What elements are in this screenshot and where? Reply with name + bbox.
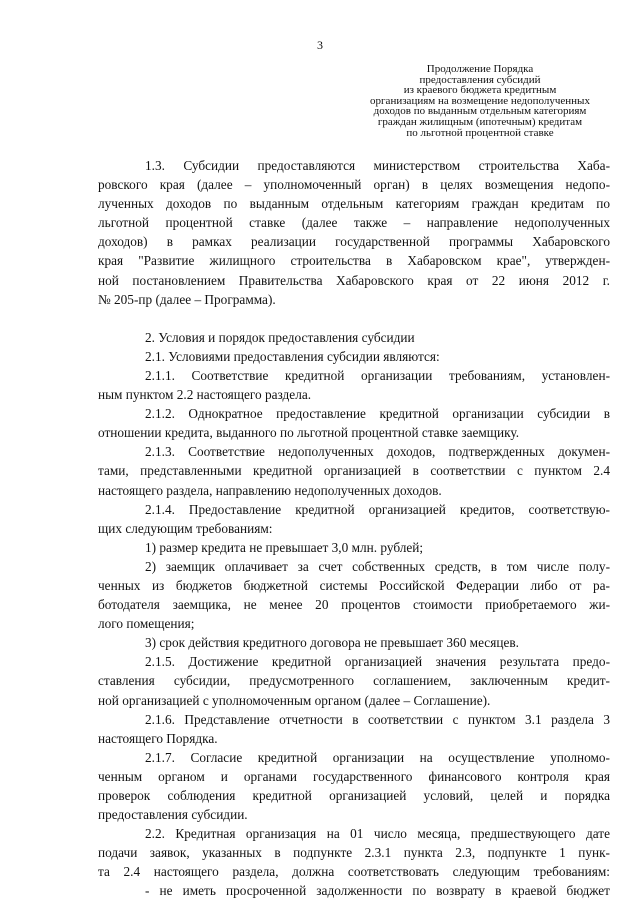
header-line: доходов по выданным отдельным категориям <box>373 105 587 118</box>
text-line: 2.1. Условиями предоставления субсидии являются: <box>145 348 440 364</box>
paragraph-2-1-4 <box>98 500 610 538</box>
text-line: 3) срок действия кредитного договора не превышает 360 месяцев. <box>145 635 519 651</box>
text-line: проверок соблюдения кредитной организацией условий, целей и порядка <box>98 788 610 803</box>
text-line: отношении кредита, выданного по льготной процентной ставке заемщику. <box>98 425 520 441</box>
list-item-dash <box>98 881 610 900</box>
text-line: лого помещения; <box>98 616 195 632</box>
text-line: ченных из бюджетов бюджетной системы Российской Федерации либо от ра- <box>98 577 610 593</box>
text-line: ной постановлением Правительства Хабаровского края от 22 июня 2012 г. <box>98 272 610 288</box>
paragraph-2-1-1 <box>98 366 610 404</box>
list-item-2 <box>98 557 610 633</box>
paragraph-1-3 <box>98 156 610 309</box>
paragraph-2-1-6 <box>98 710 610 748</box>
header-line: из краевого бюджета кредитным <box>403 84 557 97</box>
header-line: организациям на возмещение недополученных <box>370 94 590 107</box>
text-line: 1.3. Субсидии предоставляются министерством строительства Хаба- <box>145 158 610 173</box>
section-title: 2. Условия и порядок предоставления субсидии <box>145 329 415 345</box>
header-line: Продолжение Порядка <box>426 63 534 75</box>
page-number: 3 <box>317 38 323 52</box>
text-line: 2.1.4. Предоставление кредитной организацией кредитов, соответствую- <box>145 501 610 517</box>
document-header <box>352 64 608 138</box>
paragraph-2-1-3 <box>98 442 610 499</box>
text-line: лученных доходов по выданным отдельным категориям граждан кредитам по <box>98 196 610 212</box>
paragraph-2-1 <box>98 347 610 366</box>
text-line: 2.1.3. Соответствие недополученных доходов, подтвержденных докумен- <box>145 444 610 460</box>
text-line: 1) размер кредита не превышает 3,0 млн. рублей; <box>145 539 424 555</box>
paragraph-2-2 <box>98 824 610 881</box>
text-line: 2.1.2. Однократное предоставление кредитной организации субсидии в <box>145 406 610 422</box>
text-line: ставления субсидии, предусмотренного соглашением, заключенным кредит- <box>98 673 610 689</box>
text-line: настоящего раздела, направлению недополученных доходов. <box>98 482 442 498</box>
text-line: ной организацией с уполномоченным органом (далее – Соглашение). <box>98 692 491 708</box>
paragraph-2-1-5 <box>98 652 610 709</box>
header-line: по льготной процентной ставке <box>406 126 554 139</box>
spacer <box>98 309 610 328</box>
paragraph-2-1-2 <box>98 404 610 442</box>
paragraph-2-1-7 <box>98 748 610 824</box>
text-line: льготной процентной ставке (далее также – направление недополученных <box>98 215 610 231</box>
text-line: щих следующим требованиям: <box>98 520 273 536</box>
list-item-3 <box>98 633 610 652</box>
text-line: - не иметь просроченной задолженности по возврату в краевой бюджет <box>145 883 610 899</box>
list-item-1 <box>98 538 610 557</box>
text-line: доходов) в рамках реализации государственной программы Хабаровского <box>98 234 610 250</box>
text-line: № 205-пр (далее – Программа). <box>98 291 276 307</box>
text-line: 2.2. Кредитная организация на 01 число месяца, предшествующего дате <box>145 826 610 842</box>
text-line: та 2.4 настоящего раздела, должна соответствовать следующим требованиям: <box>98 864 610 880</box>
header-line: граждан жилищным (ипотечным) кредитам <box>377 115 583 128</box>
text-line: тами, представленными кредитной организацией в соответствии с пунктом 2.4 <box>98 463 610 479</box>
text-line: края "Развитие жилищного строительства в Хабаровском крае", утвержден- <box>98 253 610 269</box>
text-line: подачи заявок, указанных в подпункте 2.3.1 пункта 2.3, подпункте 1 пунк- <box>98 845 610 861</box>
text-line: настоящего Порядка. <box>98 730 218 746</box>
text-line: 2.1.6. Представление отчетности в соответствии с пунктом 3.1 раздела 3 <box>145 711 610 727</box>
text-line: 2.1.7. Согласие кредитной организации на осуществление уполномо- <box>145 749 610 765</box>
text-line: ным пунктом 2.2 настоящего раздела. <box>98 387 312 403</box>
text-line: 2.1.5. Достижение кредитной организацией значения результата предо- <box>145 654 610 670</box>
text-line: ченным органом и органами государственного финансового контроля края <box>98 768 610 784</box>
header-line: предоставления субсидий <box>419 73 541 86</box>
text-line: 2) заемщик оплачивает за счет собственных средств, в том числе полу- <box>145 558 610 574</box>
section-2-title <box>98 328 610 347</box>
document-body <box>98 156 610 901</box>
text-line: предоставления субсидии. <box>98 807 248 823</box>
text-line: ботодателя заемщика, не менее 20 процентов стоимости приобретаемого жи- <box>98 597 610 613</box>
text-line: ровского края (далее – уполномоченный орган) в целях возмещения недопо- <box>98 177 610 193</box>
text-line: 2.1.1. Соответствие кредитной организации требованиям, установлен- <box>145 367 610 383</box>
